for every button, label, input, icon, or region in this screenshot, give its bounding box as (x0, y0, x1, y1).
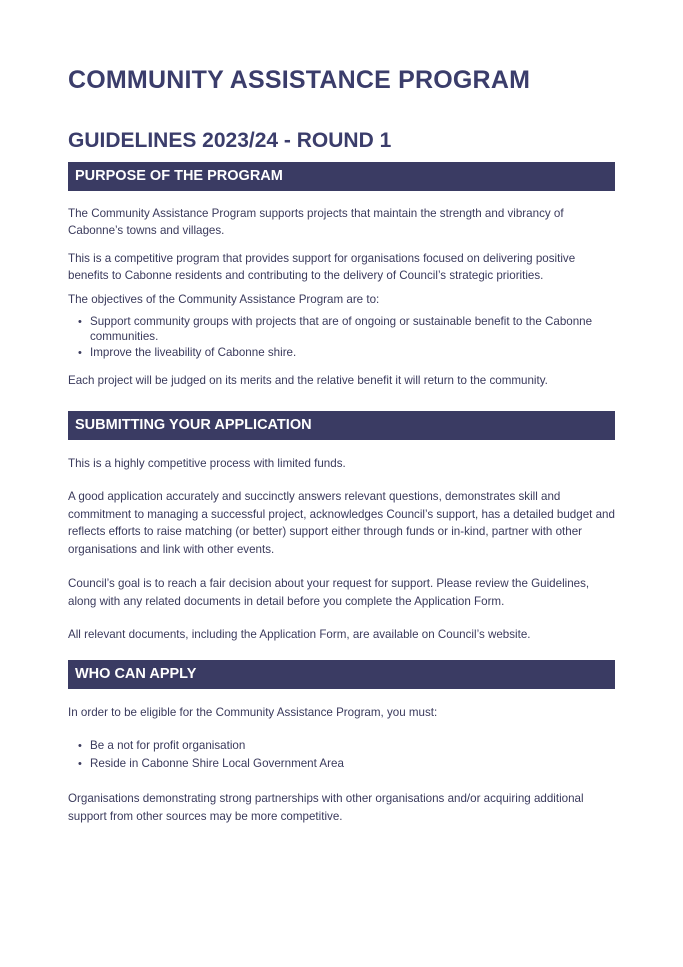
section-heading-who-can-apply: WHO CAN APPLY (68, 660, 615, 689)
list-item: • Be a not for profit organisation (78, 739, 246, 752)
purpose-paragraph-3: The objectives of the Community Assistance Program are to: (68, 293, 380, 306)
list-item: • Reside in Cabonne Shire Local Government Area (78, 756, 344, 770)
list-item: • Improve the liveability of Cabonne shire. (78, 346, 297, 359)
bullet-icon: • (78, 316, 82, 328)
submitting-paragraph-4: All relevant documents, including the Application Form, are available on Council’s website. (68, 628, 531, 641)
bullet-icon: • (78, 757, 82, 770)
purpose-paragraph-2: This is a competitive program that provides support for organisations focused on delivering positive benefits to Cabonne residents and contributing to the delivery of Council’s strategic priorities. (68, 252, 576, 282)
purpose-paragraph-1: The Community Assistance Program supports projects that maintain the strength and vibrancy of Cabonne’s towns and villages. (68, 207, 564, 237)
page-title: COMMUNITY ASSISTANCE PROGRAM (68, 66, 531, 94)
submitting-paragraph-1: This is a highly competitive process with limited funds. (68, 457, 346, 470)
who-paragraph-2: Organisations demonstrating strong partnerships with other organisations and/or acquiring additional support from other sources may be more competitive. (68, 792, 584, 823)
bullet-icon: • (78, 347, 82, 359)
bullet-icon: • (78, 740, 82, 752)
purpose-paragraph-4: Each project will be judged on its merits and the relative benefit it will return to the community. (68, 374, 548, 387)
list-item: • Support community groups with projects that are of ongoing or sustainable benefit to the Cabonne communities. (78, 315, 593, 343)
submitting-paragraph-3: Council’s goal is to reach a fair decision about your request for support. Please review the Guidelines, along with any related documents in detail before you complete the Application Form. (68, 577, 590, 608)
eligibility-list (68, 739, 615, 771)
section-heading-purpose: PURPOSE OF THE PROGRAM (68, 162, 615, 191)
section-heading-submitting: SUBMITTING YOUR APPLICATION (68, 411, 615, 440)
submitting-paragraph-2: A good application accurately and succinctly answers relevant questions, demonstrates skill and commitment to managing a successful project, acknowledges Council’s support, has a detailed budget and reflects efforts to raise matching (or better) support either through funds or in-kind, partner with other organisations and link with other events. (68, 490, 615, 556)
who-paragraph-1: In order to be eligible for the Community Assistance Program, you must: (68, 706, 438, 719)
page-subtitle: GUIDELINES 2023/24 - ROUND 1 (68, 129, 392, 152)
purpose-objectives-list (68, 315, 615, 361)
